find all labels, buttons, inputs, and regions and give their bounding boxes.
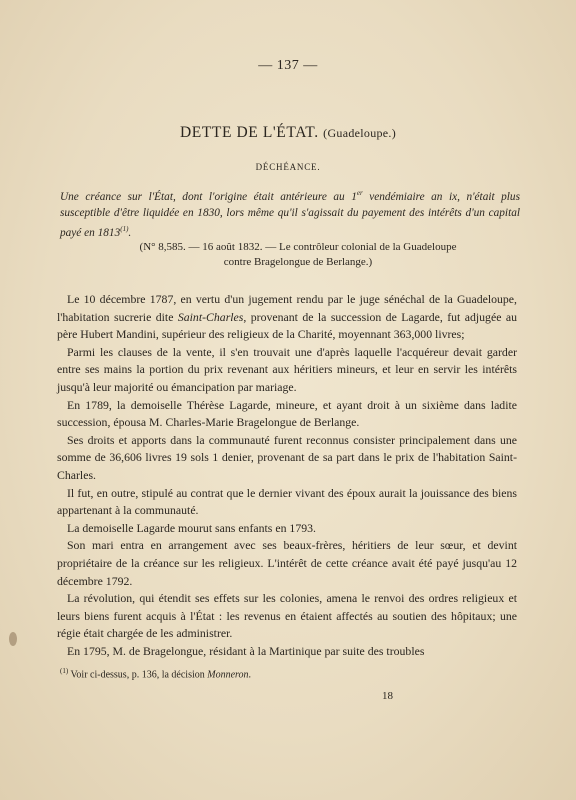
title-main: DETTE DE L'ÉTAT. — [179, 124, 319, 141]
signature-mark: 18 — [382, 690, 393, 702]
paragraph-text: , provenant de la succession de Lagarde, fut adjugée au père Hubert Mandini, supérieur des religieux de la Charité, moyennant 363,000 livres; — [57, 309, 517, 342]
title-region: (Guadeloupe.) — [323, 126, 397, 140]
paragraph-text: Le 10 décembre 1787, en vertu d'un jugement rendu par le juge sénéchal de la Guadeloupe, l'habitation sucrerie dite — [57, 292, 517, 324]
paragraph: Son mari entra en arrangement avec ses beaux-frères, héritiers de leur sœur, et devint propriétaire de la créance sur les religieux. L'intérêt de cette créance avait été payé jusqu'au 12 décembre 1792. — [57, 538, 517, 588]
paragraph: Ses droits et apports dans la communauté furent reconnus consister principalement dans une somme de 36,606 livres 19 sols 1 denier, provenant de sa part dans le prix de l'habitation Saint-Charles. — [57, 432, 517, 482]
section-heading: DÉCHÉANCE. — [255, 162, 321, 172]
paragraph-italic: Saint-Charles — [177, 309, 244, 324]
footnote — [60, 667, 480, 680]
footnote-italic: Monneron — [207, 669, 249, 681]
ink-stain — [9, 632, 17, 646]
paragraph: La révolution, qui étendit ses effets sur les colonies, amena le renvoi des ordres religieux et leurs biens furent acquis à l'État : les revenus en étaient affectés au soutien des hôpitaux; une régie était chargée de les administrer. — [57, 591, 517, 641]
paragraph: Parmi les clauses de la vente, il s'en trouvait une d'après laquelle l'acquéreur devait garder entre ses mains la portion du prix revenant aux héritiers mineurs, et leur en servir les intérêts jusqu'à leur majorité ou émancipation par mariage. — [57, 344, 517, 394]
paragraph: Il fut, en outre, stipulé au contrat que le dernier vivant des époux aurait la jouissance des biens appartenant à la communauté. — [57, 485, 517, 518]
case-reference — [88, 240, 508, 270]
paragraph: En 1789, la demoiselle Thérèse Lagarde, mineure, et ayant droit à un sixième dans ladite succession, épousa M. Charles-Marie Bragelongue de Berlange. — [57, 397, 517, 430]
summary-ordinal: er — [356, 189, 363, 197]
paragraph — [57, 291, 517, 344]
summary-text-2: vendémiaire an ix, n'était plus susceptible d'être liquidée en 1830, lors même qu'il s'agissait du payement des intérêts d'un capital payé en 1813 — [60, 190, 520, 239]
paragraph: En 1795, M. de Bragelongue, résidant à la Martinique par suite des troubles — [67, 643, 425, 658]
case-summary — [60, 185, 520, 241]
summary-text-1: Une créance sur l'État, dont l'origine était antérieure au 1 — [60, 190, 357, 203]
reference-line-2: contre Bragelongue de Berlange.) — [223, 256, 373, 268]
page-number: — 137 — — [258, 58, 318, 73]
footnote-reference: (1) — [120, 224, 129, 233]
footnote-end: . — [248, 669, 252, 681]
paragraph: La demoiselle Lagarde mourut sans enfants en 1793. — [67, 520, 316, 535]
summary-text-3: . — [128, 226, 132, 239]
page-title — [0, 124, 576, 142]
footnote-text: Voir ci-dessus, p. 136, la décision — [68, 669, 208, 681]
reference-line-1: (N° 8,585. — 16 août 1832. — Le contrôleur colonial de la Guadeloupe — [139, 241, 457, 253]
footnote-marker: (1) — [60, 667, 69, 675]
body-text — [57, 291, 517, 660]
